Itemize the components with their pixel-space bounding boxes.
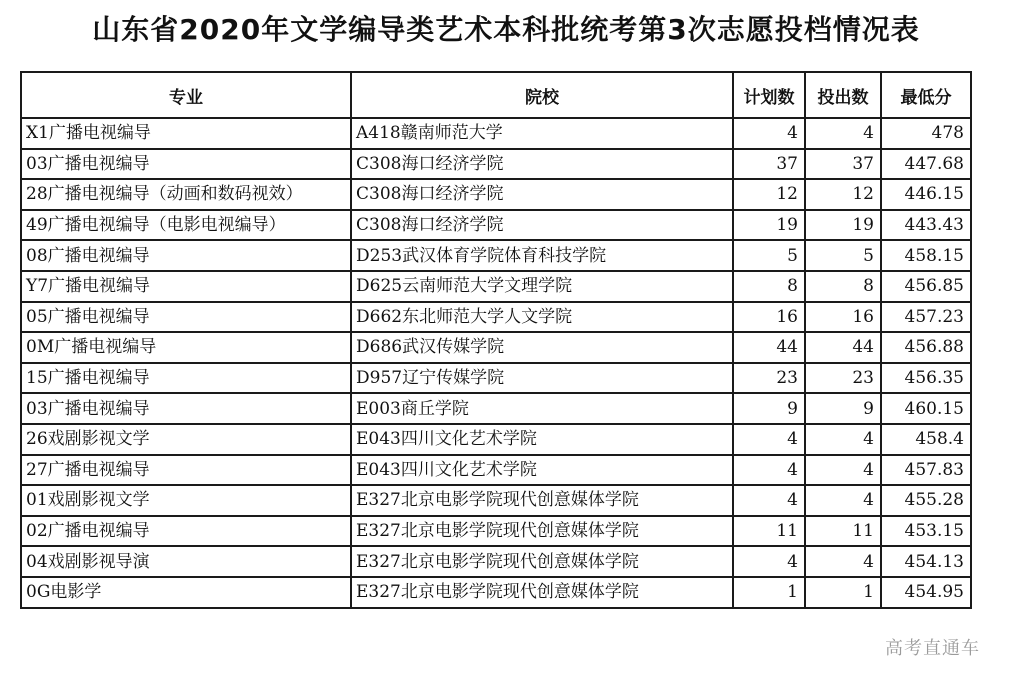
cell-major: 02广播电视编导 [21,516,351,547]
cell-min-score: 455.28 [881,485,971,516]
cell-plan: 16 [733,302,805,333]
table-row [21,516,971,547]
cell-plan: 23 [733,363,805,394]
cell-school: D625云南师范大学文理学院 [351,271,733,302]
table-row [21,179,971,210]
cell-admitted: 16 [805,302,881,333]
cell-admitted: 4 [805,424,881,455]
cell-major: 03广播电视编导 [21,149,351,180]
cell-admitted: 37 [805,149,881,180]
cell-min-score: 458.4 [881,424,971,455]
cell-min-score: 457.83 [881,455,971,486]
cell-admitted: 19 [805,210,881,241]
table-row [21,455,971,486]
admission-table [20,71,972,609]
cell-major: 26戏剧影视文学 [21,424,351,455]
cell-major: Y7广播电视编导 [21,271,351,302]
cell-min-score: 453.15 [881,516,971,547]
cell-min-score: 446.15 [881,179,971,210]
cell-min-score: 456.35 [881,363,971,394]
cell-major: 0M广播电视编导 [21,332,351,363]
table-row [21,118,971,149]
cell-min-score: 456.85 [881,271,971,302]
cell-plan: 4 [733,546,805,577]
table-row [21,485,971,516]
cell-min-score: 458.15 [881,240,971,271]
table-body [21,118,971,608]
watermark: 高考直通车 [885,638,980,659]
cell-school: D253武汉体育学院体育科技学院 [351,240,733,271]
cell-plan: 4 [733,485,805,516]
cell-school: E043四川文化艺术学院 [351,424,733,455]
cell-school: D957辽宁传媒学院 [351,363,733,394]
cell-plan: 1 [733,577,805,608]
cell-min-score: 460.15 [881,393,971,424]
cell-school: E327北京电影学院现代创意媒体学院 [351,546,733,577]
cell-min-score: 447.68 [881,149,971,180]
cell-admitted: 1 [805,577,881,608]
table-row [21,332,971,363]
page-title: 山东省2020年文学编导类艺术本科批统考第3次志愿投档情况表 [92,13,920,46]
cell-major: 0G电影学 [21,577,351,608]
cell-plan: 11 [733,516,805,547]
cell-admitted: 12 [805,179,881,210]
cell-admitted: 4 [805,118,881,149]
header-row [21,72,971,118]
cell-major: 49广播电视编导（电影电视编导） [21,210,351,241]
cell-admitted: 44 [805,332,881,363]
cell-school: E327北京电影学院现代创意媒体学院 [351,485,733,516]
cell-major: 28广播电视编导（动画和数码视效） [21,179,351,210]
cell-major: 01戏剧影视文学 [21,485,351,516]
cell-major: 04戏剧影视导演 [21,546,351,577]
cell-school: E003商丘学院 [351,393,733,424]
cell-plan: 5 [733,240,805,271]
table-row [21,210,971,241]
cell-plan: 12 [733,179,805,210]
cell-plan: 19 [733,210,805,241]
cell-plan: 44 [733,332,805,363]
cell-admitted: 4 [805,485,881,516]
cell-plan: 4 [733,455,805,486]
cell-school: E043四川文化艺术学院 [351,455,733,486]
cell-admitted: 8 [805,271,881,302]
cell-plan: 4 [733,118,805,149]
cell-school: E327北京电影学院现代创意媒体学院 [351,577,733,608]
cell-plan: 9 [733,393,805,424]
table-row [21,302,971,333]
table-row [21,393,971,424]
table-row [21,240,971,271]
column-header-admitted: 投出数 [805,72,881,118]
cell-min-score: 478 [881,118,971,149]
cell-school: E327北京电影学院现代创意媒体学院 [351,516,733,547]
cell-min-score: 454.13 [881,546,971,577]
table-row [21,363,971,394]
cell-plan: 4 [733,424,805,455]
column-header-plan: 计划数 [733,72,805,118]
cell-admitted: 4 [805,455,881,486]
table-row [21,149,971,180]
column-header-min-score: 最低分 [881,72,971,118]
cell-school: C308海口经济学院 [351,149,733,180]
cell-major: 27广播电视编导 [21,455,351,486]
table-row [21,546,971,577]
table-row [21,271,971,302]
cell-major: X1广播电视编导 [21,118,351,149]
cell-major: 08广播电视编导 [21,240,351,271]
cell-school: D686武汉传媒学院 [351,332,733,363]
column-header-major: 专业 [21,72,351,118]
cell-school: D662东北师范大学人文学院 [351,302,733,333]
cell-min-score: 456.88 [881,332,971,363]
cell-major: 03广播电视编导 [21,393,351,424]
cell-admitted: 23 [805,363,881,394]
cell-major: 15广播电视编导 [21,363,351,394]
cell-min-score: 454.95 [881,577,971,608]
cell-admitted: 5 [805,240,881,271]
cell-major: 05广播电视编导 [21,302,351,333]
table-row [21,424,971,455]
cell-min-score: 457.23 [881,302,971,333]
cell-school: C308海口经济学院 [351,179,733,210]
cell-plan: 8 [733,271,805,302]
cell-admitted: 4 [805,546,881,577]
cell-school: C308海口经济学院 [351,210,733,241]
table-row [21,577,971,608]
cell-admitted: 9 [805,393,881,424]
column-header-school: 院校 [351,72,733,118]
cell-min-score: 443.43 [881,210,971,241]
cell-admitted: 11 [805,516,881,547]
cell-school: A418赣南师范大学 [351,118,733,149]
cell-plan: 37 [733,149,805,180]
